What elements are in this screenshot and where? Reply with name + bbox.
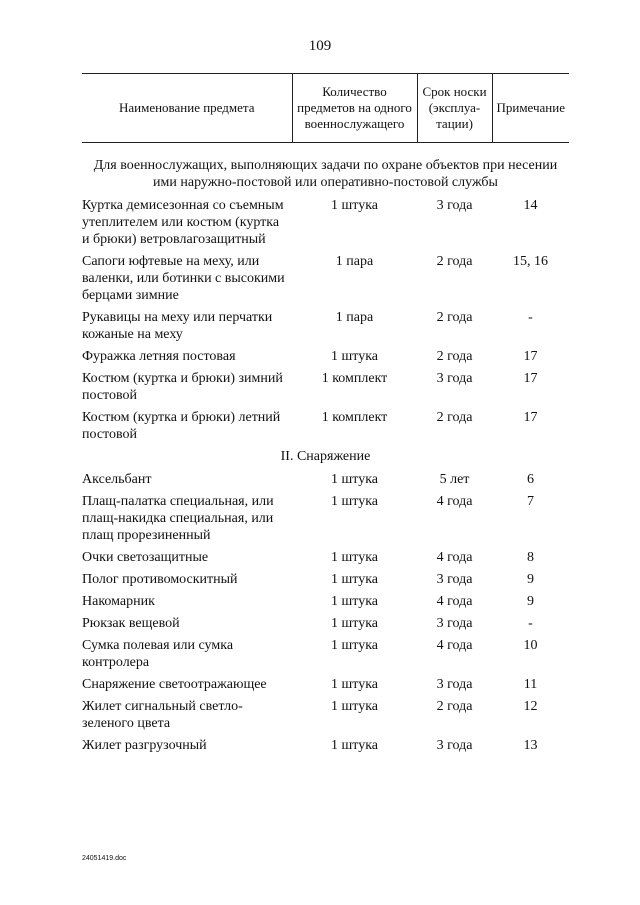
section-title-row [82,448,569,471]
item-term: 4 года [436,550,473,565]
item-name: Рюкзак вещевой [82,616,180,631]
item-name: Фуражка летняя постовая [82,349,236,364]
item-note: 17 [523,349,538,364]
item-note: 6 [527,472,534,487]
item-quantity: 1 штука [330,198,379,213]
item-term: 4 года [436,494,473,509]
table-row [82,637,569,676]
item-quantity: 1 штука [330,349,379,364]
item-note: 12 [523,699,538,714]
item-term: 2 года [436,254,473,269]
items-table [82,73,569,759]
item-term: 3 года [436,198,473,213]
item-term: 3 года [436,371,473,386]
item-quantity: 1 пара [335,310,374,325]
table-row [82,309,569,348]
item-quantity: 1 штука [330,738,379,753]
item-term: 2 года [436,310,473,325]
item-name: Аксельбант [82,472,152,487]
item-term: 4 года [436,594,473,609]
group1-body [82,197,569,448]
item-note: 7 [527,494,534,509]
item-quantity: 1 штука [330,699,379,714]
item-quantity: 1 штука [330,550,379,565]
table-row [82,615,569,637]
item-name: Плащ-палатка специальная, или плащ-накидка специальная, или плащ прорезиненный [82,494,274,543]
table-header [82,74,569,143]
item-name: Жилет сигнальный светло-зеленого цвета [82,699,243,731]
table-row [82,493,569,549]
table-row [82,471,569,493]
item-quantity: 1 комплект [321,410,388,425]
item-quantity: 1 комплект [321,371,388,386]
table-body [82,143,569,198]
item-term: 4 года [436,638,473,653]
header-term: Срок носки (эксплуа-тации) [417,74,492,143]
item-term: 3 года [436,738,473,753]
table-row [82,348,569,370]
item-name: Снаряжение светоотражающее [82,677,267,692]
item-term: 3 года [436,677,473,692]
table-row [82,409,569,448]
header-name: Наименование предмета [82,74,292,143]
section-title: II. Снаряжение [280,449,371,464]
item-note: 13 [523,738,538,753]
item-name: Костюм (куртка и брюки) зимний постовой [82,371,283,403]
page-number: 109 [308,38,332,54]
table-row [82,549,569,571]
header-quantity: Количество предметов на одного военнослужащего [292,74,417,143]
item-name: Сумка полевая или сумка контролера [82,638,234,670]
table-row [82,676,569,698]
item-note: 17 [523,371,538,386]
item-quantity: 1 пара [335,254,374,269]
item-note: 15, 16 [513,254,548,269]
item-note: 11 [523,677,538,692]
item-quantity: 1 штука [330,572,379,587]
item-quantity: 1 штука [330,616,379,631]
item-note: 8 [527,550,534,565]
item-note: 9 [527,594,534,609]
table-row [82,253,569,309]
item-name: Костюм (куртка и брюки) летний постовой [82,410,281,442]
item-quantity: 1 штука [330,594,379,609]
item-name: Очки светозащитные [82,550,209,565]
section-intro: Для военнослужащих, выполняющих задачи по охране объектов при несении ими наружно-постовой или оперативно-постовой службы [93,158,558,190]
item-note: 10 [523,638,538,653]
table-row [82,737,569,759]
item-note: - [528,616,533,631]
item-name: Сапоги юфтевые на меху, или валенки, или ботинки с высокими берцами зимние [82,254,285,303]
section-intro-row [82,157,569,197]
item-note: 14 [523,198,538,213]
item-note: 9 [527,572,534,587]
item-term: 2 года [436,410,473,425]
item-note: 17 [523,410,538,425]
table-row [82,370,569,409]
item-term: 5 лет [439,472,470,487]
group2-body [82,471,569,759]
item-term: 3 года [436,616,473,631]
item-quantity: 1 штука [330,638,379,653]
item-name: Полог противомоскитный [82,572,238,587]
item-note: - [528,310,533,325]
item-name: Жилет разгрузочный [82,738,207,753]
spacer-row [82,143,569,158]
item-term: 3 года [436,572,473,587]
item-quantity: 1 штука [330,677,379,692]
header-note: Примечание [492,74,569,143]
item-name: Накомарник [82,594,155,609]
item-name: Куртка демисезонная со съемным утеплителем или костюм (куртка и брюки) ветровлагозащитный [82,198,284,247]
item-term: 2 года [436,349,473,364]
item-name: Рукавицы на меху или перчатки кожаные на меху [82,310,273,342]
table-row [82,197,569,253]
table-row [82,593,569,615]
item-term: 2 года [436,699,473,714]
item-quantity: 1 штука [330,494,379,509]
section2-body [82,448,569,471]
table-row [82,698,569,737]
table-row [82,571,569,593]
footer-filename: 24051419.doc [82,855,127,862]
item-quantity: 1 штука [330,472,379,487]
